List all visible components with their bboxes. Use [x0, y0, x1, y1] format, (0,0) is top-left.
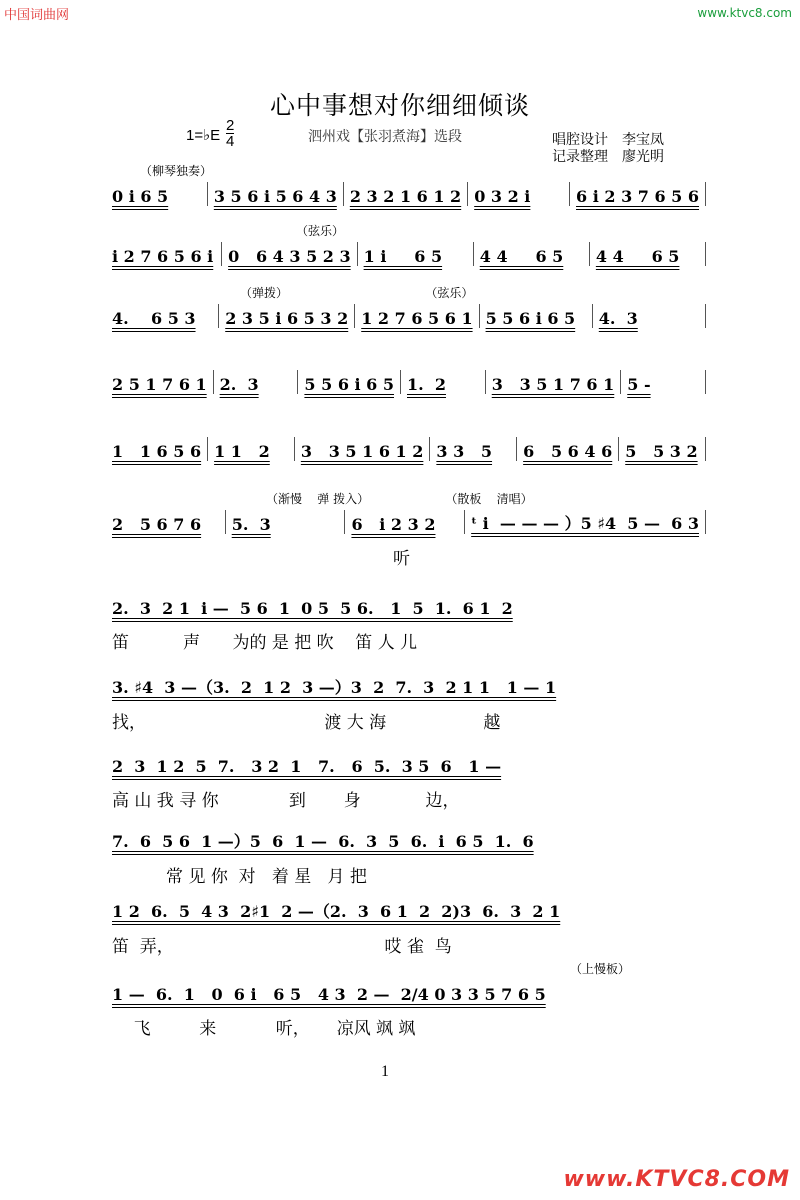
measure: 1. 2: [407, 375, 446, 394]
bar-line: [473, 242, 474, 266]
measure: 1 — 6. 1 0 6 i 6 5 4 3 2 — 2/4 0 3 3 5 7 6 5: [112, 985, 546, 1004]
bar-line: [705, 242, 706, 266]
bar-line: [344, 510, 345, 534]
performance-annotation: （弹拨） （弦乐）: [240, 286, 474, 300]
bar-line: [620, 370, 621, 394]
measure: 2 5 1 7 6 1: [112, 375, 207, 394]
measure: 4. 6 5 3: [112, 309, 196, 328]
bar-line: [357, 242, 358, 266]
credit-name: 廖光明: [622, 149, 664, 165]
measure: i 2 7 6 5 6 i: [112, 247, 214, 266]
measure: 5. 3: [231, 515, 271, 534]
bar-line: [485, 370, 486, 394]
measure: 5 -: [627, 375, 651, 394]
bar-line: [213, 370, 214, 394]
measure: 2 3 2 1 6 1 2: [349, 187, 462, 206]
measure: 2 3 1 2 5 7. 3 2 1 7. 6 5. 3 5 6 1 —: [112, 757, 502, 776]
measure: 2. 3: [219, 375, 259, 394]
performance-annotation: （渐慢 弹 拨入） （散板 清唱）: [266, 492, 533, 506]
credit-role: 记录整理: [552, 149, 608, 165]
measure: 4 4 6 5: [595, 247, 680, 266]
bar-line: [343, 182, 344, 206]
measure: 4 4 6 5: [479, 247, 564, 266]
measure: 6 i 2 3 7 6 5 6: [576, 187, 700, 206]
lyric-line: 常 见 你 对 着 星 月 把: [112, 867, 367, 887]
notation-line: [112, 896, 712, 922]
performance-annotation: （柳琴独奏）: [140, 164, 213, 178]
bar-line: [400, 370, 401, 394]
measure: ᵗ i — — — ）5 ♯4 5 — 6 3: [471, 514, 699, 533]
lyric-line: 找， 渡 大 海 越: [112, 713, 501, 733]
performance-annotation: （弦乐）: [296, 224, 345, 238]
time-signature: [226, 118, 234, 149]
measure: 1 2 7 6 5 6 1: [361, 309, 473, 328]
bar-line: [589, 242, 590, 266]
credit-name: 李宝凤: [622, 132, 664, 148]
measure: 2 5 6 7 6: [112, 515, 202, 534]
measure: 6 i 2 3 2: [351, 515, 436, 534]
bar-line: [705, 370, 706, 394]
site-url[interactable]: www.ktvc8.com: [697, 6, 792, 20]
bar-line: [218, 304, 219, 328]
notation-line: [112, 672, 712, 698]
bar-line: [464, 510, 465, 534]
measure: 2. 3 2 1 i — 5 6 1 0 5 5 6. 1 5 1. 6 1 2: [112, 599, 513, 618]
measure: 5 5 6 i 6 5: [304, 375, 394, 394]
page-number: 1: [381, 1063, 389, 1080]
bar-line: [221, 242, 222, 266]
notation-line: [112, 978, 712, 1004]
credit-role: 唱腔设计: [552, 132, 608, 148]
measure: 0 6 4 3 5 2 3: [228, 247, 351, 266]
measure: 7. 6 5 6 1 —）5 6 1 — 6. 3 5 6. i 6 5 1. 6: [112, 832, 534, 851]
measure: 5 5 6 i 6 5: [485, 309, 576, 328]
bar-line: [569, 182, 570, 206]
bar-line: [297, 370, 298, 394]
measure: 0 3 2 i: [474, 187, 531, 206]
notation-line: [112, 435, 712, 461]
measure: 1 2 6. 5 4 3 2♯1 2 —（2. 3 6 1 2 2)3 6. 3 2 1: [112, 902, 561, 921]
lyric-line: 笛 声 为的 是 把 吹 笛 人 儿: [112, 633, 418, 653]
bar-line: [705, 437, 706, 461]
measure: 4. 3: [598, 309, 638, 328]
measure: 6 5 6 4 6: [523, 442, 613, 461]
measure: 1 1 6 5 6: [112, 442, 202, 461]
bar-line: [592, 304, 593, 328]
credits: [552, 132, 678, 166]
lyric-line: 笛 弄， 哎 雀 鸟: [112, 937, 452, 957]
notation-line: [112, 826, 712, 852]
page-title: 心中事想对你细细倾谈: [269, 91, 530, 120]
measure: 1 1 2: [214, 442, 270, 461]
lyric-line: 飞 来 听， 凉风 飒 飒: [112, 1019, 416, 1039]
lyric-line: 听: [112, 549, 410, 569]
bar-line: [467, 182, 468, 206]
notation-line: [112, 180, 712, 206]
performance-annotation: （上慢板）: [570, 962, 631, 976]
bar-line: [516, 437, 517, 461]
bar-line: [705, 510, 706, 534]
site-logo[interactable]: www.KTVC8.COM: [563, 1167, 790, 1192]
bar-line: [479, 304, 480, 328]
key-signature: 1=♭E: [186, 127, 221, 144]
subtitle: 泗州戏【张羽煮海】选段: [308, 129, 462, 145]
bar-line: [207, 437, 208, 461]
bar-line: [294, 437, 295, 461]
notation-line: [112, 508, 712, 534]
measure: 3 5 6 i 5 6 4 3: [213, 187, 337, 206]
bar-line: [354, 304, 355, 328]
site-name[interactable]: 中国词曲网: [4, 8, 70, 23]
measure: 3 3 5 1 6 1 2: [300, 442, 424, 461]
bar-line: [705, 182, 706, 206]
notation-line: [112, 368, 712, 394]
bar-line: [618, 437, 619, 461]
time-top: 2: [226, 117, 235, 134]
measure: 3. ♯4 3 —（3. 2 1 2 3 —）3 2 7. 3 2 1 1 1 — 1: [112, 678, 557, 697]
notation-line: [112, 240, 712, 266]
bar-line: [207, 182, 208, 206]
measure: 2 3 5 i 6 5 3 2: [225, 309, 349, 328]
time-bottom: 4: [226, 133, 235, 150]
notation-line: [112, 750, 712, 776]
notation-line: [112, 302, 712, 328]
measure: 0 i 6 5: [112, 187, 169, 206]
measure: 3 3 5 1 7 6 1: [491, 375, 615, 394]
bar-line: [429, 437, 430, 461]
bar-line: [705, 304, 706, 328]
bar-line: [225, 510, 226, 534]
measure: 5 5 3 2: [625, 442, 698, 461]
measure: 3 3 5: [436, 442, 493, 461]
measure: 1 i 6 5: [363, 247, 443, 266]
lyric-line: 高 山 我 寻 你 到 身 边，: [112, 791, 460, 811]
notation-line: [112, 592, 712, 618]
